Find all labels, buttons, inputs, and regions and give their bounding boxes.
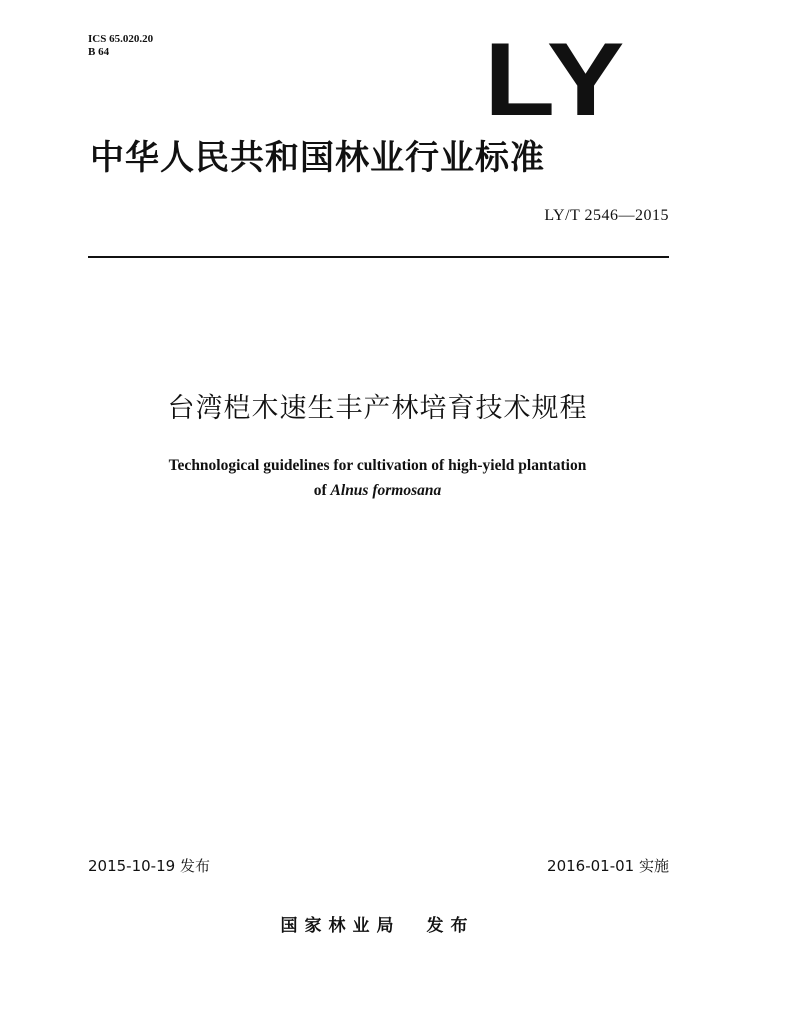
ly-logo: LY bbox=[484, 22, 627, 138]
publisher-organization: 国家林业局 bbox=[280, 916, 401, 936]
publisher-line bbox=[0, 914, 755, 938]
document-title-en-line1: Technological guidelines for cultivation of high-yield plantation bbox=[168, 457, 587, 474]
standard-number: LY/T 2546—2015 bbox=[544, 207, 669, 224]
publisher-action: 发布 bbox=[426, 916, 475, 936]
ccs-code: B 64 bbox=[88, 46, 110, 58]
header-divider bbox=[88, 256, 669, 258]
document-title-en-line2 bbox=[0, 480, 755, 502]
ics-code: ICS 65.020.20 bbox=[88, 33, 154, 45]
standard-category-title: 中华人民共和国林业行业标准 bbox=[90, 138, 545, 178]
title-en-prefix: of bbox=[313, 482, 331, 499]
issue-date: 2015-10-19 发布 bbox=[88, 857, 210, 875]
classification-codes bbox=[88, 33, 153, 59]
implementation-date: 2016-01-01 实施 bbox=[547, 857, 669, 875]
species-name: Alnus formosana bbox=[330, 482, 442, 499]
document-title-cn: 台湾桤木速生丰产林培育技术规程 bbox=[167, 393, 588, 424]
